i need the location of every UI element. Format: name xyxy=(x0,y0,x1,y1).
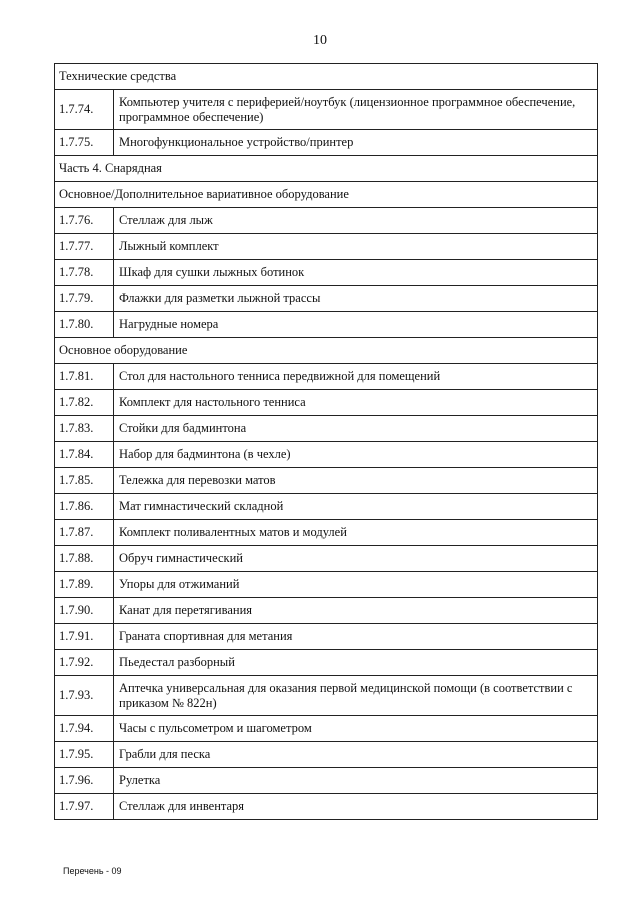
item-name: Рулетка xyxy=(114,768,598,794)
item-number: 1.7.92. xyxy=(55,650,114,676)
item-number: 1.7.77. xyxy=(55,234,114,260)
table-row xyxy=(55,794,598,820)
item-name: Канат для перетягивания xyxy=(114,598,598,624)
item-name: Граната спортивная для метания xyxy=(114,624,598,650)
item-name: Комплект для настольного тенниса xyxy=(114,390,598,416)
section-header-row xyxy=(55,182,598,208)
item-number: 1.7.80. xyxy=(55,312,114,338)
item-number: 1.7.74. xyxy=(55,90,114,130)
table-row xyxy=(55,468,598,494)
item-name: Лыжный комплект xyxy=(114,234,598,260)
table-row xyxy=(55,286,598,312)
item-name: Комплект поливалентных матов и модулей xyxy=(114,520,598,546)
item-number: 1.7.86. xyxy=(55,494,114,520)
footer-label: Перечень - 09 xyxy=(63,866,122,876)
table-row xyxy=(55,676,598,716)
table-row xyxy=(55,312,598,338)
table-row xyxy=(55,546,598,572)
section-header: Основное оборудование xyxy=(55,338,598,364)
section-header-row xyxy=(55,156,598,182)
item-name: Аптечка универсальная для оказания первой медицинской помощи (в соответствии с приказом № 822н) xyxy=(114,676,598,716)
item-number: 1.7.82. xyxy=(55,390,114,416)
item-name: Набор для бадминтона (в чехле) xyxy=(114,442,598,468)
item-name: Пьедестал разборный xyxy=(114,650,598,676)
item-number: 1.7.97. xyxy=(55,794,114,820)
table-row xyxy=(55,130,598,156)
item-number: 1.7.84. xyxy=(55,442,114,468)
table-row xyxy=(55,90,598,130)
item-name: Стойки для бадминтона xyxy=(114,416,598,442)
table-row xyxy=(55,494,598,520)
item-number: 1.7.94. xyxy=(55,716,114,742)
table-row xyxy=(55,716,598,742)
section-header-row xyxy=(55,64,598,90)
item-number: 1.7.85. xyxy=(55,468,114,494)
item-name: Стол для настольного тенниса передвижной для помещений xyxy=(114,364,598,390)
item-number: 1.7.90. xyxy=(55,598,114,624)
item-name: Стеллаж для лыж xyxy=(114,208,598,234)
table-row xyxy=(55,442,598,468)
item-number: 1.7.87. xyxy=(55,520,114,546)
section-header: Часть 4. Снарядная xyxy=(55,156,598,182)
table-row xyxy=(55,572,598,598)
item-number: 1.7.78. xyxy=(55,260,114,286)
item-number: 1.7.76. xyxy=(55,208,114,234)
section-header: Основное/Дополнительное вариативное оборудование xyxy=(55,182,598,208)
item-name: Нагрудные номера xyxy=(114,312,598,338)
item-number: 1.7.96. xyxy=(55,768,114,794)
item-number: 1.7.79. xyxy=(55,286,114,312)
item-number: 1.7.95. xyxy=(55,742,114,768)
equipment-table xyxy=(54,63,598,820)
table-row xyxy=(55,650,598,676)
table-row xyxy=(55,364,598,390)
item-number: 1.7.75. xyxy=(55,130,114,156)
item-number: 1.7.83. xyxy=(55,416,114,442)
item-name: Мат гимнастический складной xyxy=(114,494,598,520)
item-name: Упоры для отжиманий xyxy=(114,572,598,598)
table-row xyxy=(55,742,598,768)
table-row xyxy=(55,234,598,260)
item-name: Компьютер учителя с периферией/ноутбук (лицензионное программное обеспечение, программное обеспечение) xyxy=(114,90,598,130)
item-name: Грабли для песка xyxy=(114,742,598,768)
item-name: Обруч гимнастический xyxy=(114,546,598,572)
item-name: Стеллаж для инвентаря xyxy=(114,794,598,820)
item-name: Флажки для разметки лыжной трассы xyxy=(114,286,598,312)
item-name: Многофункциональное устройство/принтер xyxy=(114,130,598,156)
item-number: 1.7.81. xyxy=(55,364,114,390)
item-number: 1.7.93. xyxy=(55,676,114,716)
item-number: 1.7.88. xyxy=(55,546,114,572)
item-number: 1.7.89. xyxy=(55,572,114,598)
table-row xyxy=(55,208,598,234)
table-row xyxy=(55,260,598,286)
item-name: Шкаф для сушки лыжных ботинок xyxy=(114,260,598,286)
section-header: Технические средства xyxy=(55,64,598,90)
table-row xyxy=(55,416,598,442)
table-row xyxy=(55,624,598,650)
equipment-table-body xyxy=(55,64,598,820)
table-row xyxy=(55,768,598,794)
table-row xyxy=(55,598,598,624)
item-name: Часы с пульсометром и шагометром xyxy=(114,716,598,742)
item-number: 1.7.91. xyxy=(55,624,114,650)
table-row xyxy=(55,520,598,546)
page-number: 10 xyxy=(313,33,327,48)
item-name: Тележка для перевозки матов xyxy=(114,468,598,494)
section-header-row xyxy=(55,338,598,364)
table-row xyxy=(55,390,598,416)
